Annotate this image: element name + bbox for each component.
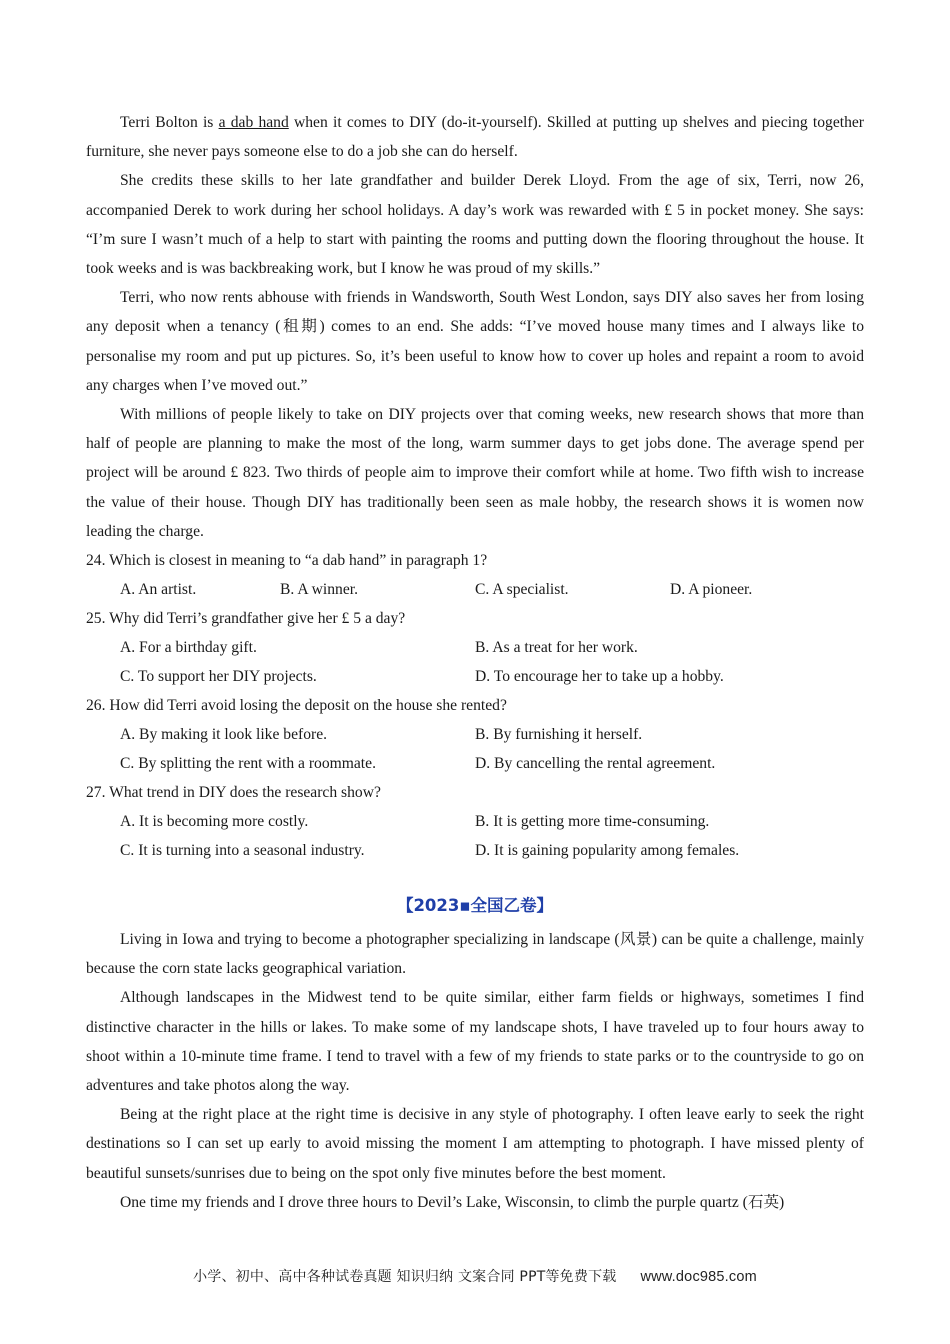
footer-text: 小学、初中、高中各种试卷真题 知识归纳 文案合同 PPT等免费下载 — [193, 1269, 617, 1285]
question-26-options-cd — [86, 749, 864, 778]
section-heading: 【2023▪全国乙卷】 — [396, 896, 554, 916]
passage2-paragraph-2: Although landscapes in the Midwest tend to be quite similar, either farm fields or highways, sometimes I find distinctive character in the hills or lakes. To make some of my landscape shots, I have traveled up to four hours away to shoot within a 10-minute time frame. I tend to travel with a few of my friends to state parks or to the countryside to go on adventures and take photos along the way. — [86, 989, 864, 1095]
option-d: D. It is gaining popularity among females. — [475, 842, 740, 860]
passage1-paragraph-2: She credits these skills to her late grandfather and builder Derek Lloyd. From the age of six, Terri, now 26, accompanied Derek to work during her school holidays. A day’s work was rewarded with £ 5 in pocket money. She says: “I’m sure I wasn’t much of a help to start with painting the rooms and putting down the flooring throughout the house. It took weeks and is was backbreaking work, but I know he was proud of my skills.” — [86, 172, 864, 278]
footer-website-link[interactable]: www.doc985.com — [640, 1269, 757, 1285]
option-a: A. For a birthday gift. — [120, 639, 257, 657]
question-25-options-ab — [86, 633, 864, 662]
passage2-paragraph-3: Being at the right place at the right time is decisive in any style of photography. I often leave early to seek the right destinations so I can set up early to avoid missing the moment I am attempting to photograph. I have missed plenty of beautiful sunsets/sunrises due to being on the spot only five minutes before the best moment. — [86, 1106, 864, 1182]
option-a: A. By making it look like before. — [120, 726, 328, 744]
option-c: C. To support her DIY projects. — [120, 668, 317, 686]
option-d: D. A pioneer. — [670, 581, 753, 599]
document-page — [86, 108, 864, 1217]
passage2-paragraph-1: Living in Iowa and trying to become a photographer specializing in landscape (风景) can be quite a challenge, mainly because the corn state lacks geographical variation. — [86, 931, 864, 978]
option-d: D. To encourage her to take up a hobby. — [475, 668, 724, 686]
underlined-phrase: a dab hand — [218, 114, 289, 131]
page-footer — [0, 1266, 950, 1286]
option-d: D. By cancelling the rental agreement. — [475, 755, 716, 773]
passage1-paragraph-1: Terri Bolton is a dab hand when it comes to DIY (do-it-yourself). Skilled at putting up shelves and piecing together furniture, she never pays someone else to do a job she can do herself. — [86, 114, 865, 161]
passage1-paragraph-4: With millions of people likely to take on DIY projects over that coming weeks, new research shows that more than half of people are planning to make the most of the long, warm summer days to get jobs done. The average spend per project will be around £ 823. Two thirds of people aim to improve their comfort while at home. Two fifth wish to increase the value of their house. Though DIY has traditionally been seen as male hobby, the research shows it is women now leading the charge. — [86, 406, 864, 540]
option-b: B. It is getting more time-consuming. — [475, 813, 710, 831]
question-26: 26. How did Terri avoid losing the deposit on the house she rented? — [86, 697, 507, 715]
question-26-options-ab — [86, 720, 864, 749]
option-c: C. It is turning into a seasonal industry. — [120, 842, 365, 860]
option-a: A. It is becoming more costly. — [120, 813, 309, 831]
question-27-options-cd — [86, 836, 864, 865]
option-a: A. An artist. — [120, 581, 197, 599]
option-b: B. By furnishing it herself. — [475, 726, 643, 744]
option-c: C. By splitting the rent with a roommate. — [120, 755, 376, 773]
option-b: B. A winner. — [280, 581, 358, 599]
option-b: B. As a treat for her work. — [475, 639, 638, 657]
passage2-paragraph-4: One time my friends and I drove three hours to Devil’s Lake, Wisconsin, to climb the purple quartz (石英) — [120, 1193, 785, 1211]
question-25-options-cd — [86, 662, 864, 691]
question-24: 24. Which is closest in meaning to “a dab hand” in paragraph 1? — [86, 552, 488, 570]
question-27: 27. What trend in DIY does the research show? — [86, 784, 381, 802]
question-25: 25. Why did Terri’s grandfather give her £ 5 a day? — [86, 610, 406, 628]
question-27-options-ab — [86, 807, 864, 836]
question-24-options — [86, 575, 864, 604]
passage1-paragraph-3: Terri, who now rents abhouse with friends in Wandsworth, South West London, says DIY also saves her from losing any deposit when a tenancy (租期) comes to an end. She adds: “I’ve moved house many times and I always like to personalise my room and put up pictures. So, it’s been useful to know how to cover up holes and repaint a room to avoid any charges when I’ve moved out.” — [86, 289, 864, 394]
option-c: C. A specialist. — [475, 581, 569, 599]
